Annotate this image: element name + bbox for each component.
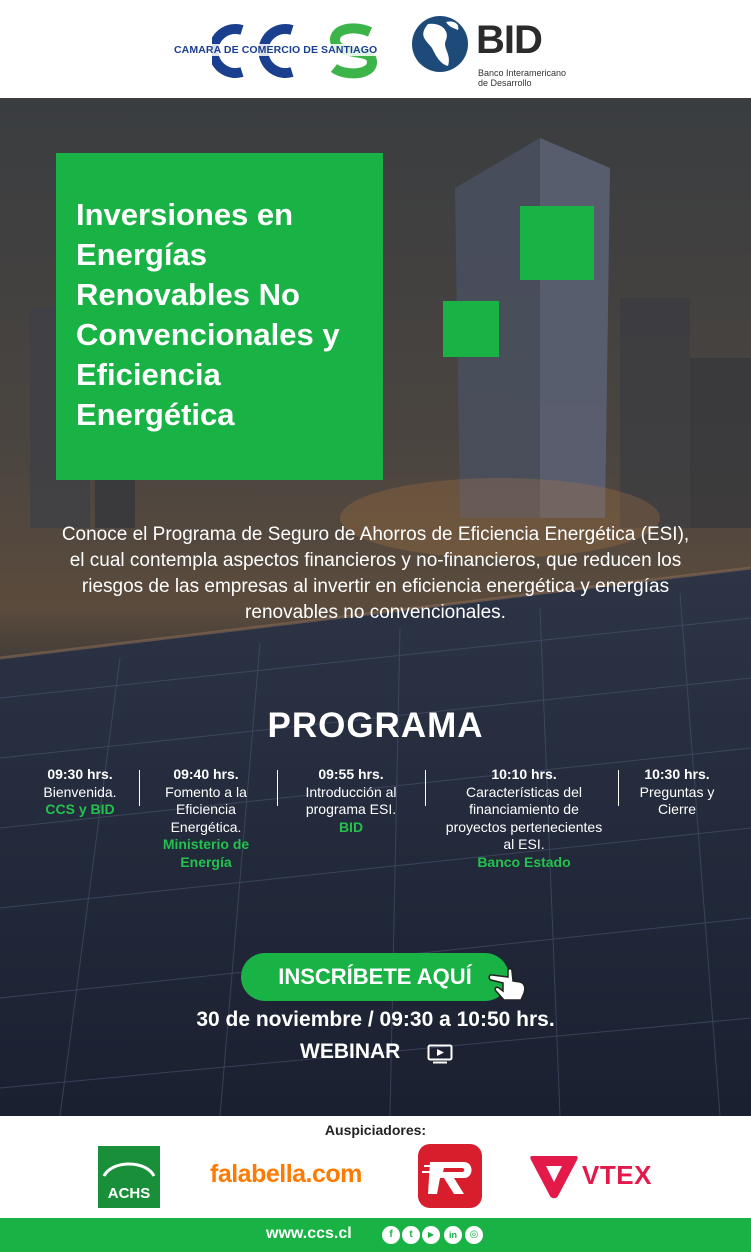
footer — [0, 1218, 751, 1252]
slot-description: Fomento a la Eficiencia Energética. — [165, 783, 247, 835]
vtex-mark-icon — [530, 1152, 578, 1200]
schedule-slot — [150, 766, 262, 871]
webinar-label: WEBINAR — [300, 1040, 401, 1063]
slot-time: 09:30 hrs. — [47, 766, 113, 782]
schedule-slot — [440, 766, 608, 871]
schedule-divider — [139, 770, 140, 806]
schedule-divider — [277, 770, 278, 806]
bid-subtitle — [478, 68, 598, 88]
ccs-logo[interactable] — [172, 22, 382, 80]
decorative-square-large — [520, 206, 594, 280]
ccs-name: CAMARA DE COMERCIO DE SANTIAGO — [174, 44, 378, 56]
slot-organization: Ministerio de Energía — [162, 836, 250, 870]
header — [0, 0, 751, 98]
youtube-icon[interactable]: ▶ — [422, 1226, 440, 1244]
schedule-slot — [290, 766, 412, 836]
ripley-logo[interactable] — [418, 1144, 482, 1208]
slot-organization: Banco Estado — [477, 853, 571, 870]
slot-description: Introducción al programa ESI. — [305, 783, 397, 817]
instagram-icon[interactable]: ◎ — [465, 1226, 483, 1244]
ripley-r-icon — [418, 1144, 482, 1208]
twitter-icon[interactable]: t — [402, 1226, 420, 1244]
slot-description: Preguntas y Cierre — [639, 783, 715, 817]
schedule-slot — [630, 766, 724, 819]
title-box — [56, 153, 383, 480]
slot-time: 09:55 hrs. — [318, 766, 384, 782]
globe-icon — [410, 14, 470, 74]
vtex-logo[interactable] — [530, 1152, 660, 1200]
programa-heading: PROGRAMA — [267, 706, 484, 745]
website-link[interactable]: www.ccs.cl — [266, 1225, 352, 1242]
register-button[interactable]: INSCRÍBETE AQUÍ — [241, 953, 509, 1001]
slot-description: Bienvenida. — [43, 783, 117, 800]
bid-subtitle-line-2: de Desarrollo — [478, 78, 532, 88]
pointer-hand-icon — [486, 963, 530, 1003]
vtex-text: VTEX — [582, 1160, 652, 1190]
slot-organization: BID — [338, 818, 364, 835]
decorative-square-small — [443, 301, 499, 357]
slot-time: 10:10 hrs. — [491, 766, 557, 782]
slot-time: 09:40 hrs. — [173, 766, 239, 782]
linkedin-icon[interactable]: in — [444, 1226, 462, 1244]
video-screen-icon — [427, 1044, 453, 1064]
schedule-divider — [618, 770, 619, 806]
bid-name: BID — [476, 18, 542, 62]
sponsors-section — [0, 1116, 751, 1218]
achs-logo[interactable] — [98, 1146, 160, 1208]
slot-organization: CCS y BID — [45, 801, 115, 817]
event-date: 30 de noviembre / 09:30 a 10:50 hrs. — [196, 1008, 555, 1031]
hero-banner — [0, 98, 751, 1116]
sponsors-label: Auspiciadores: — [324, 1122, 427, 1138]
intro-text: Conoce el Programa de Seguro de Ahorros de Eficiencia Energética (ESI), el cual contempla aspectos financieros y no-financieros, que reducen los riesgos de las empresas al invertir en eficiencia energética y energías renovables no convencionales. — [61, 524, 690, 623]
falabella-logo[interactable]: falabella.com — [210, 1160, 362, 1188]
achs-text: ACHS — [107, 1185, 151, 1202]
schedule-slot — [22, 766, 138, 819]
page-title: Inversiones en Energías Renovables No Convencionales y Eficiencia Energética — [76, 197, 340, 432]
facebook-icon[interactable]: f — [382, 1226, 400, 1244]
bid-subtitle-line-1: Banco Interamericano — [478, 68, 567, 78]
schedule-divider — [425, 770, 426, 806]
bid-logo[interactable] — [410, 14, 590, 88]
schedule — [22, 766, 732, 886]
slot-time: 10:30 hrs. — [644, 766, 710, 782]
slot-description: Características del financiamiento de proyectos pertenecientes al ESI. — [445, 783, 603, 852]
